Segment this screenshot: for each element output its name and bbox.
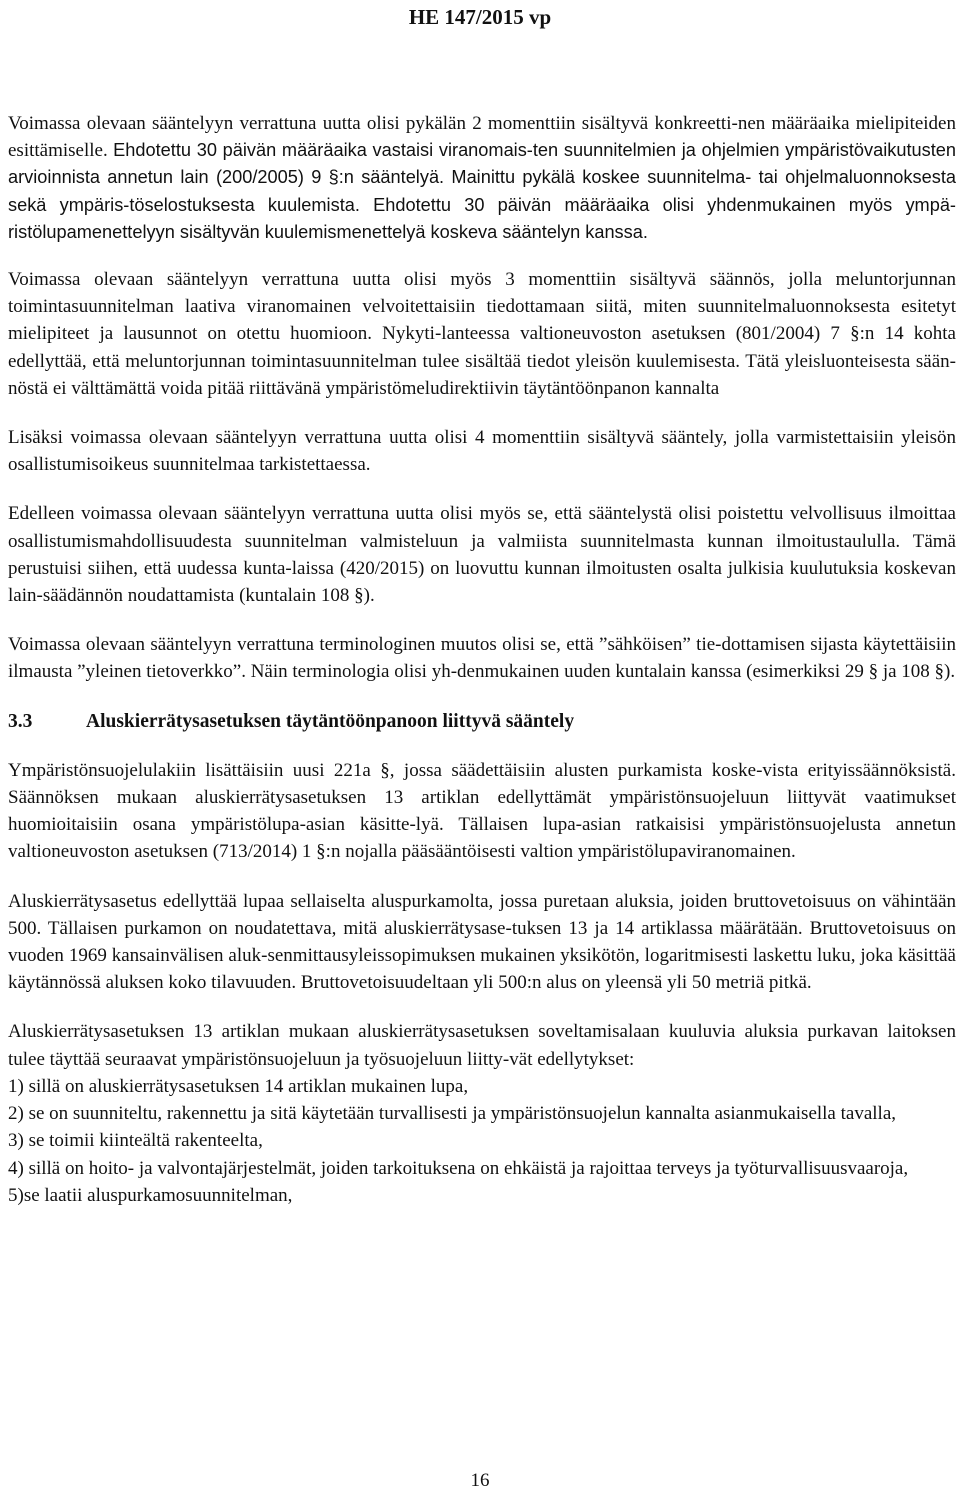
paragraph: Voimassa olevaan sääntelyyn verrattuna uutta olisi myös 3 momenttiin sisältyvä säännös, jolla meluntorjunnan toimintasuunnitelman laativa viranomainen velvoitettaisiin tiedottamaan siitä, miten suunnitelmaluonnoksesta esitetyt mielipiteet ja lausunnot on otettu huomioon. Nykyti-lanteessa valtioneuvoston asetuksen (801/2004) 7 §:n 14 kohta edellyttää, että meluntorjunnan toimintasuunnitelman tulee sisältää tiedot yleisön kuulemisesta. Tätä yleisluonteisesta sään-nöstä ei välttämättä voida pitää riittävänä ympäristömeludirektiivin täytäntöönpanon kannalta [8,269,956,399]
paragraph: Edelleen voimassa olevaan sääntelyyn verrattuna uutta olisi myös se, että sääntelystä olisi poistettu velvollisuus ilmoittaa osallistumismahdollisuudesta suunnitelman valmisteluun ja valmiista suunnitelmasta kunnan ilmoitustaululla. Tämä perustuisi siihen, että uudessa kunta-laissa (420/2015) on luovuttu kunnan ilmoitusten osalta julkisia kuulutuksia koskevan lain-säädännön noudattamista (kuntalain 108 §). [8,503,956,607]
section-title: Aluskierrätysasetuksen täytäntöönpanoon liittyvä sääntely [86,710,575,732]
paragraph-text: Voimassa olevaan sääntelyyn verrattuna uutta olisi pykälän 2 momenttiin sisältyvä konkreetti-nen määräaika mielipiteiden esittämiselle. [8,113,956,162]
list-item: 5)se laatii aluspurkamosuunnitelman, [8,1184,293,1206]
paragraph [8,110,956,246]
paragraph: Lisäksi voimassa olevaan sääntelyyn verrattuna uutta olisi 4 momenttiin sisältyvä sääntely, jolla varmistettaisiin yleisön osallistumisoikeus suunnitelmaa tarkistettaessa. [8,427,956,476]
paragraph-text: Aluskierrätysasetuksen 13 artiklan mukaan aluskierrätysasetuksen soveltamisalaan kuuluvia aluksia purkavan laitoksen tulee täyttää seuraavat ympäristönsuojeluun ja työsuojeluun liitty-vät edellytykset: [8,1021,956,1070]
document-body [8,110,956,1209]
paragraph: Aluskierrätysasetus edellyttää lupaa sellaiselta aluspurkamolta, jossa puretaan aluksia, joiden bruttovetoisuus on vähintään 500. Tällaisen purkamon on noudatettava, mitä aluskierrätysase-tuksen 13 ja 14 artiklassa määrätään. Bruttovetoisuus on vuoden 1969 kansainvälisen aluk-senmittausyleissopimuksen mukainen yksikötön, logaritmisesti laskettu luku, joka käsittää käytännössä aluksen koko tilavuuden. Bruttovetoisuudeltaan yli 500:n alus on yleensä yli 50 metriä pitkä. [8,890,956,994]
paragraph-text: Ehdotettu 30 päivän määräaika vastaisi viranomais-ten suunnitelmien ja ohjelmien ympäristövaikutusten arvioinnista annetun lain (200/2005) 9 §:n sääntelyä. Mainittu pykälä koskee suunnitelma- tai ohjelmaluonnoksesta sekä ympäris-töselostuksesta kuulemista. Ehdotettu 30 päivän määräaika olisi yhdenmukainen myös ympä-ristölupamenettelyyn sisältyvän kuulemismenettelyä koskeva sääntelyn kanssa. [8,140,957,242]
list-item: 4) sillä on hoito- ja valvontajärjestelmät, joiden tarkoituksena on ehkäistä ja rajoittaa terveys ja työturvallisuusvaaroja, [8,1157,909,1179]
paragraph: Voimassa olevaan sääntelyyn verrattuna terminologinen muutos olisi se, että ”sähköisen” tie-dottamisen sijasta käytettäisiin ilmausta ”yleinen tietoverkko”. Näin terminologia olisi yh-denmukainen uuden kuntalain kanssa (esimerkiksi 29 § ja 108 §). [8,634,956,683]
page-number: 16 [470,1470,490,1491]
section-number: 3.3 [8,710,33,732]
list-item: 3) se toimii kiinteältä rakenteelta, [8,1130,263,1152]
paragraph: Ympäristönsuojelulakiin lisättäisiin uusi 221a §, jossa säädettäisiin alusten purkamista koske-vista erityissäännöksistä. Säännöksen mukaan aluskierrätysasetuksen 13 artiklan edellyttämät ympäristönsuojeluun liittyvät vaatimukset huomioitaisiin osana ympäristölupa-asian käsitte-lyä. Tällaisen lupa-asian ratkaisisi ympäristönsuojelusta annetun valtioneuvoston asetuksen (713/2014) 1 §:n nojalla pääsääntöisesti valtion ympäristölupaviranomainen. [8,759,956,863]
paragraph [8,1018,956,1208]
requirements-list [8,1073,956,1209]
list-item: 1) sillä on aluskierrätysasetuksen 14 artiklan mukainen lupa, [8,1075,469,1097]
section-heading [8,708,956,735]
list-item: 2) se on suunniteltu, rakennettu ja sitä käytetään turvallisesti ja ympäristönsuojelun kannalta asianmukaisella tavalla, [8,1103,896,1125]
document-header: HE 147/2015 vp [408,5,552,29]
